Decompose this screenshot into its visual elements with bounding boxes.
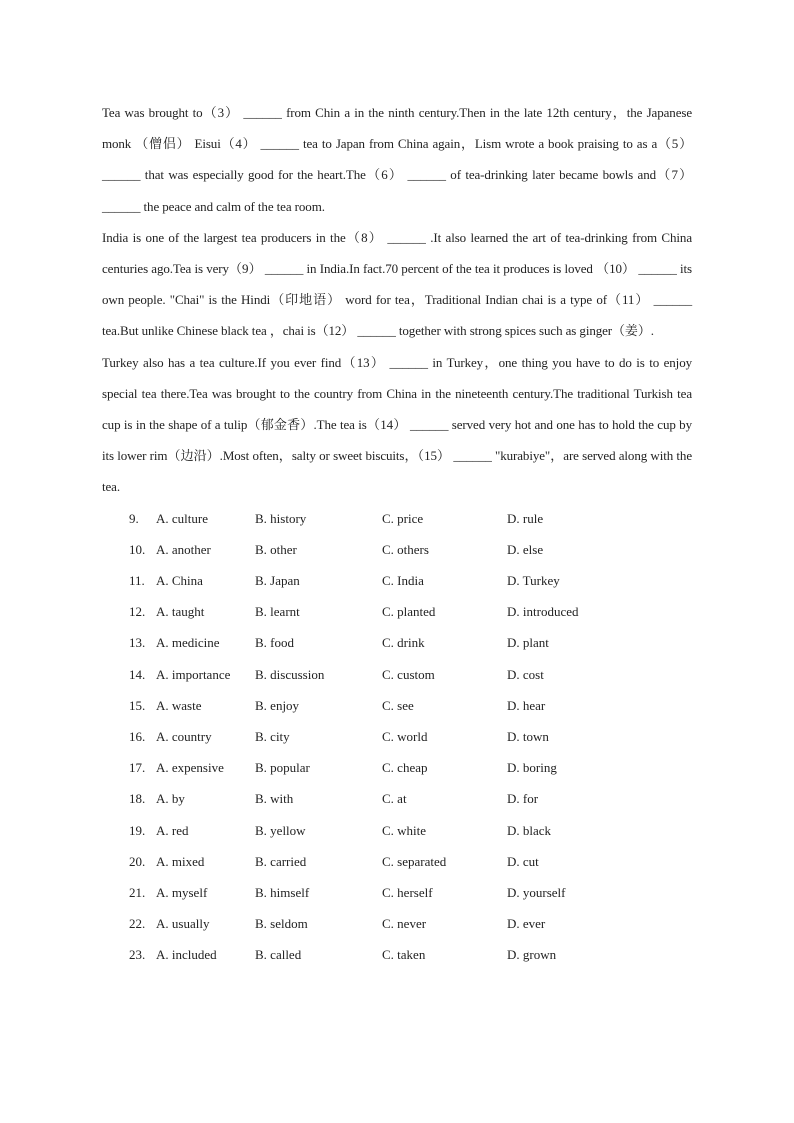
option-d: D. ever: [507, 916, 546, 932]
option-b: B. yellow: [255, 822, 306, 838]
option-a: A. medicine: [156, 635, 220, 651]
option-b: B. city: [255, 728, 290, 744]
question-row: [102, 721, 692, 752]
option-b: B. called: [255, 947, 302, 963]
option-b: B. popular: [255, 760, 310, 776]
option-d: D. black: [507, 822, 552, 838]
option-a: A. China: [156, 573, 203, 589]
question-row: [102, 783, 692, 814]
option-a: A. mixed: [156, 853, 205, 869]
question-number: 10.: [129, 541, 146, 557]
option-b: B. history: [255, 510, 307, 526]
option-d: D. yourself: [507, 884, 566, 900]
question-number: 19.: [129, 822, 146, 838]
option-a: A. myself: [156, 884, 208, 900]
option-b: B. food: [255, 635, 294, 651]
option-d: D. cost: [507, 666, 544, 682]
option-d: D. Turkey: [507, 573, 560, 589]
option-c: C. others: [382, 541, 429, 557]
option-c: C. price: [382, 510, 424, 526]
question-row: [102, 752, 692, 783]
question-row: [102, 503, 692, 534]
option-b: B. carried: [255, 853, 307, 869]
option-c: C. taken: [382, 947, 426, 963]
question-row: [102, 908, 692, 939]
option-a: A. included: [156, 947, 217, 963]
question-number: 20.: [129, 853, 146, 869]
paragraph-turkey: Turkey also has a tea culture.If you ever find（13） ______ in Turkey，one thing you have to do is to enjoy special tea there.Tea was brought to the country from China in the nineteenth century.The traditional Turkish tea cup is in the shape of a tulip（郁金香）.The tea is（14） ______ served very hot and one has to hold the cup by its lower rim（边沿）.Most often，salty or sweet biscuits，（15） ______ "kurabiye"，are served along with the tea.: [102, 354, 692, 495]
option-d: D. hear: [507, 697, 546, 713]
question-number: 17.: [129, 760, 146, 776]
option-a: A. expensive: [156, 760, 224, 776]
question-number: 22.: [129, 916, 146, 932]
option-c: C. planted: [382, 604, 436, 620]
option-a: A. country: [156, 728, 212, 744]
option-d: D. plant: [507, 635, 549, 651]
question-number: 14.: [129, 666, 146, 682]
option-b: B. discussion: [255, 666, 325, 682]
question-row: [102, 596, 692, 627]
question-number: 12.: [129, 604, 146, 620]
option-c: C. at: [382, 791, 407, 807]
option-b: B. enjoy: [255, 697, 300, 713]
paragraph-india: India is one of the largest tea producers in the（8） ______ .It also learned the art of tea-drinking from China centuries ago.Tea is very（9） ______ in India.In fact.70 percent of the tea it produces is loved （10） ______ its own people. "Chai" is the Hindi（印地语） word for tea，Traditional Indian chai is a type of（11） ______ tea.But unlike Chinese black tea ，chai is（12） ______ together with strong spices such as ginger（姜）.: [102, 229, 692, 339]
option-d: D. cut: [507, 853, 539, 869]
question-number: 13.: [129, 635, 146, 651]
option-a: A. waste: [156, 697, 202, 713]
question-row: [102, 659, 692, 690]
option-b: B. seldom: [255, 916, 308, 932]
document-page: [102, 97, 692, 970]
paragraph-japan: Tea was brought to（3） ______ from Chin a in the ninth century.Then in the late 12th century，the Japanese monk （僧侣） Eisui（4） ______ tea to Japan from China again，Lism wrote a book praising to as a（5） ______ that was especially good for the heart.The（6） ______ of tea-drinking later became bowls and（7） ______ the peace and calm of the tea room.: [102, 105, 692, 214]
option-d: D. else: [507, 541, 544, 557]
option-a: A. another: [156, 541, 211, 557]
question-row: [102, 846, 692, 877]
option-b: B. learnt: [255, 604, 300, 620]
option-a: A. usually: [156, 916, 210, 932]
option-a: A. culture: [156, 510, 208, 526]
question-row: [102, 815, 692, 846]
option-b: B. himself: [255, 884, 310, 900]
option-a: A. red: [156, 822, 189, 838]
option-c: C. see: [382, 697, 414, 713]
option-c: C. white: [382, 822, 427, 838]
question-row: [102, 939, 692, 970]
option-d: D. grown: [507, 947, 557, 963]
answer-options: [102, 503, 692, 971]
question-row: [102, 534, 692, 565]
question-number: 16.: [129, 728, 146, 744]
question-number: 23.: [129, 947, 146, 963]
question-row: [102, 690, 692, 721]
option-d: D. for: [507, 791, 539, 807]
question-number: 21.: [129, 884, 146, 900]
question-row: [102, 877, 692, 908]
option-c: C. cheap: [382, 760, 428, 776]
option-a: A. by: [156, 791, 185, 807]
option-d: D. rule: [507, 510, 544, 526]
question-row: [102, 627, 692, 658]
option-b: B. with: [255, 791, 294, 807]
option-c: C. separated: [382, 853, 447, 869]
option-a: A. taught: [156, 604, 205, 620]
option-d: D. introduced: [507, 604, 579, 620]
option-b: B. other: [255, 541, 297, 557]
question-number: 18.: [129, 791, 146, 807]
option-a: A. importance: [156, 666, 231, 682]
option-c: C. never: [382, 916, 427, 932]
question-number: 15.: [129, 697, 146, 713]
reading-passage: [102, 97, 692, 503]
option-c: C. herself: [382, 884, 433, 900]
option-d: D. town: [507, 728, 549, 744]
question-row: [102, 565, 692, 596]
question-number: 9.: [129, 510, 139, 526]
option-b: B. Japan: [255, 573, 300, 589]
option-d: D. boring: [507, 760, 557, 776]
question-number: 11.: [129, 573, 145, 589]
option-c: C. world: [382, 728, 428, 744]
option-c: C. India: [382, 573, 424, 589]
option-c: C. custom: [382, 666, 435, 682]
option-c: C. drink: [382, 635, 425, 651]
